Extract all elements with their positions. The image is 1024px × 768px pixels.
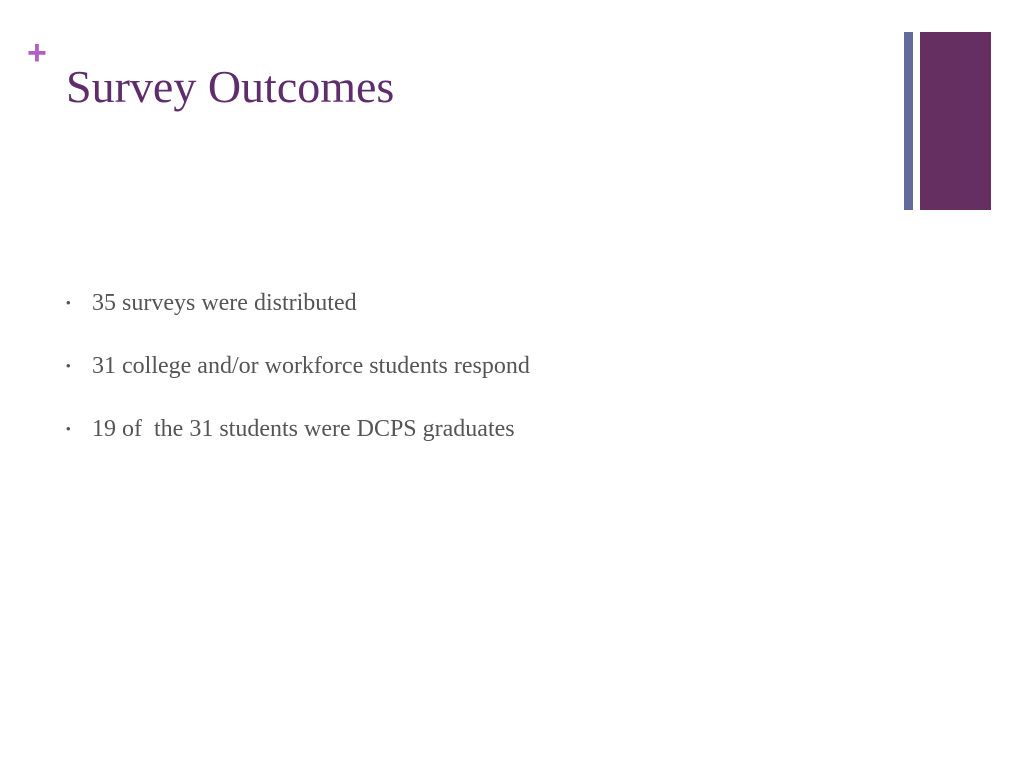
accent-bar-thin — [904, 32, 913, 210]
bullet-text: 31 college and/or workforce students respond — [92, 353, 530, 379]
bullet-icon: • — [66, 421, 71, 436]
accent-bar-thick — [920, 32, 991, 210]
bullet-item — [66, 290, 530, 353]
bullet-icon: • — [66, 358, 71, 373]
bullet-list — [66, 290, 530, 479]
bullet-item — [66, 353, 530, 416]
bullet-item — [66, 416, 530, 479]
bullet-text: 19 of the 31 students were DCPS graduates — [92, 416, 515, 442]
bullet-icon: • — [66, 295, 71, 310]
slide-title: Survey Outcomes — [66, 61, 395, 112]
bullet-text: 35 surveys were distributed — [92, 290, 357, 316]
plus-icon: + — [27, 34, 47, 72]
